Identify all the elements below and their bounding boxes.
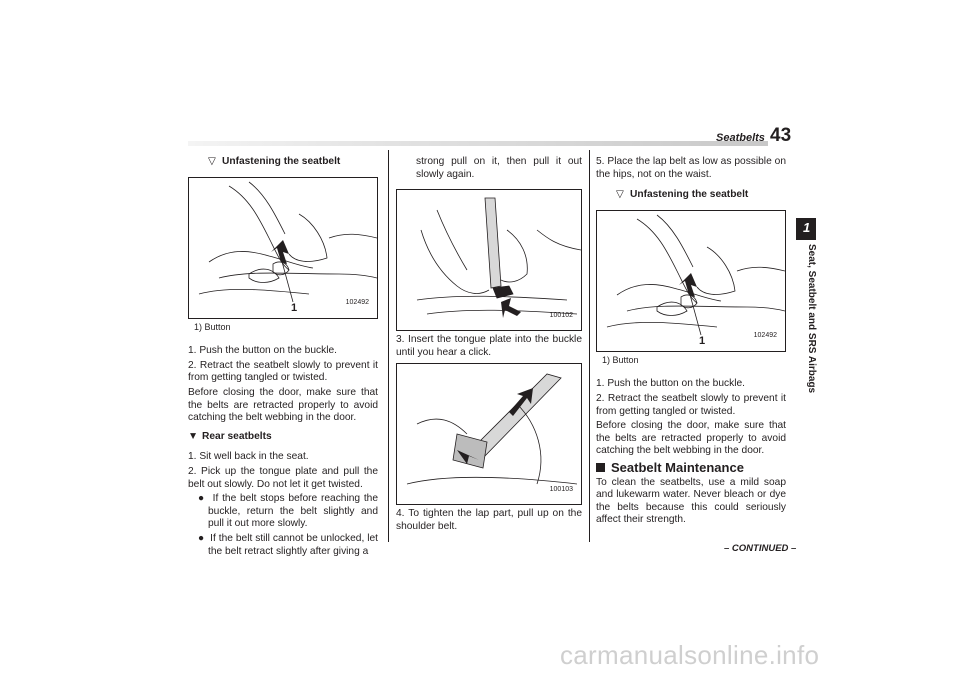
step-3: 3. Insert the tongue plate into the buckle until you hear a click. [396,334,582,358]
figure-tighten-belt [396,363,582,505]
seat-line [219,273,377,278]
figure-button-buckle [596,210,786,352]
seat-line-2 [199,289,309,294]
figure-button-buckle [188,177,378,319]
lap-line [417,296,567,300]
figure-code: 102492 [753,332,777,340]
arm-outline [289,214,327,261]
note-text: Before closing the door, make sure that the belts are retracted properly to avoid catching the belt webbing in the door. [188,386,378,424]
arm-line [737,267,785,271]
column-2 [396,156,582,536]
column-1 [188,156,378,560]
continued-bullet-text: strong pull on it, then pull it out slowly again. [416,156,582,180]
subheading-rear-seatbelts: ▼ Rear seatbelts [188,430,272,442]
subheading-unfastening: ▽ Unfastening the seatbelt [616,189,749,201]
page-number: 43 [770,125,792,146]
seat-line [627,306,785,311]
column-divider [388,150,389,542]
subsection-marker: ▽ [616,189,624,201]
sleeve-line-2 [657,215,693,267]
callout-number: 1 [699,334,706,347]
section-square-icon [596,463,605,472]
step-5: 5. Place the lap belt as low as possible on the hips, not on the waist. [596,156,786,180]
column-3 [596,156,786,529]
arm-line [329,234,377,238]
step-2: 2. Retract the seatbelt slowly to prevent it from getting tangled or twisted. [596,392,786,417]
step-4: 4. To tighten the lap part, pull up on the shoulder belt. [396,508,582,532]
figure-code: 102492 [345,299,369,306]
step-1: 1. Push the button on the buckle. [188,345,337,357]
callout-leader [281,258,293,302]
buckle [493,286,513,298]
note-text: Before closing the door, make sure that the belts are retracted properly to avoid catching the belt webbing in the door. [596,420,786,457]
seat-line-2 [607,322,717,327]
seat-line [537,230,581,250]
chapter-number: 1 [803,220,811,235]
rear-step-2: 2. Pick up the tongue plate and pull the belt out slowly. Do not let it get twisted. [188,465,378,490]
chapter-title: Seat, Seatbelt and SRS Airbags [806,244,817,394]
bullet-dot: ● [198,493,206,505]
section-marker: ▼ [188,430,199,442]
hand-shape-2 [249,269,279,282]
hand-shape-2 [657,302,687,315]
bullet-dot: ● [198,532,205,544]
bullet-item: ● If the belt stops before reaching the buckle, return the belt slightly and pull it out more slowly. [198,493,378,530]
arm-outline-2 [501,230,527,282]
step-1: 1. Push the button on the buckle. [596,378,745,390]
step-2: 2. Retract the seatbelt slowly to prevent it from getting tangled or twisted. [188,359,378,384]
sleeve-line-2 [249,182,285,234]
header-rule [188,141,768,146]
arm-line [437,210,467,270]
rear-step-1: 1. Sit well back in the seat. [188,451,309,463]
arm-outline [421,230,489,293]
running-header-title: Seatbelts [716,132,765,144]
subsection-marker: ▽ [208,156,216,167]
arm-outline [417,419,467,434]
maintenance-text: To clean the seatbelts, use a mild soap and lukewarm water. Never bleach or dye the belts because this could seriously affect their strength. [596,476,786,526]
column-divider [589,150,590,542]
figure-caption: 1) Button [194,321,231,332]
figure-caption: 1) Button [602,354,639,365]
figure-insert-tongue [396,189,582,331]
shoulder-belt [485,198,501,288]
insert-arrow [501,298,521,318]
callout-leader [689,291,701,335]
callout-number: 1 [291,301,298,314]
figure-code: 100103 [549,485,573,493]
bullet-item: ● If the belt still cannot be unlocked, let the belt retract slightly after giving a [198,532,378,557]
press-arrow [271,240,289,264]
arm-outline [697,247,735,294]
section-heading-maintenance: Seatbelt Maintenance [596,462,786,475]
figure-code: 100102 [549,311,573,319]
watermark: carmanualsonline.info [560,640,820,670]
press-arrow [679,273,697,297]
subheading-unfastening: ▽ Unfastening the seatbelt [208,156,341,167]
continued-marker: – CONTINUED – [724,543,797,554]
